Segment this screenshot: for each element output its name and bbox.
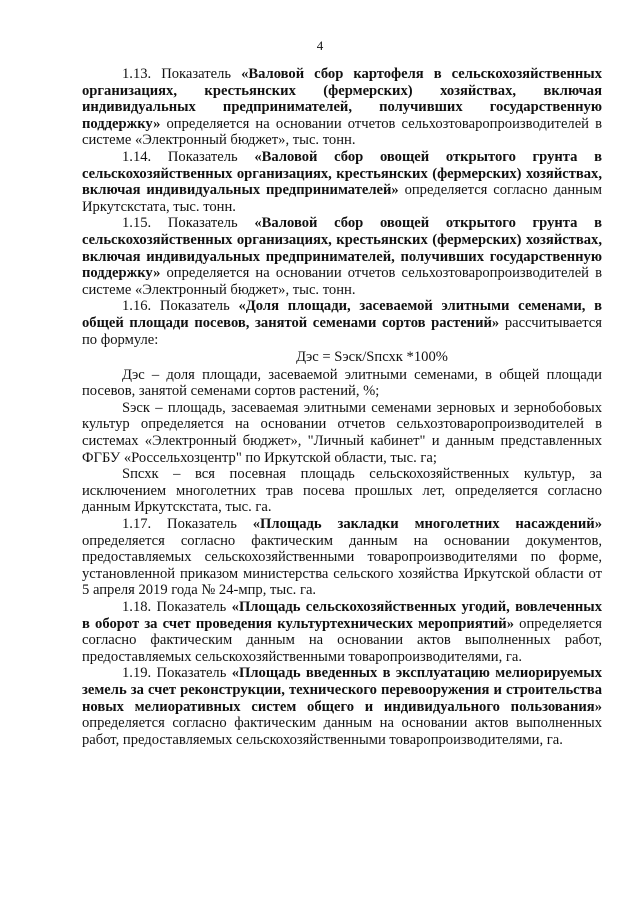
indicator-name: «Площадь сельскохозяйственных угодий, вовлеченных в оборот за счет проведения культуртехнических мероприятий»: [82, 599, 602, 632]
definition-sesk: Sэск – площадь, засеваемая элитными семенами зерновых и зернобобовых культур определяется на основании отчетов сельхозтоваропроизводителей в системах «Электронный бюджет», "Личный кабинет" и данным представленных ФГБУ «Россельхозцентр" по Иркутской области, тыс. га;: [82, 399, 602, 466]
paragraph-text: определяется на основании отчетов сельхозтоваропроизводителей в системе «Электронный бюджет», тыс. тонн.: [82, 115, 602, 149]
paragraph-lead: 1.15. Показатель: [122, 215, 255, 232]
paragraph-lead: 1.16. Показатель: [122, 298, 239, 315]
paragraph-lead: 1.18. Показатель: [122, 599, 232, 615]
paragraph-1-17: [82, 516, 602, 599]
definition-des: Дэс – доля площади, засеваемой элитными семенами, в общей площади посевов, занятой семенами сортов растений, %;: [82, 366, 602, 400]
paragraph-text: определяется согласно фактическим данным на основании актов выполненных работ, предоставляемых сельскохозяйственными товаропроизводителями, га.: [82, 715, 602, 748]
page-number: 4: [316, 38, 324, 53]
paragraph-lead: 1.17. Показатель: [122, 516, 253, 533]
paragraph-1-13: [82, 66, 602, 149]
indicator-name: «Доля площади, засеваемой элитными семенами, в общей площади посевов, занятой семенами сортов растений»: [82, 298, 603, 331]
paragraph-text: определяется согласно данным Иркутскстата, тыс. тонн.: [82, 182, 603, 215]
paragraph-text: определяется на основании отчетов сельхозтоваропроизводителей в системе «Электронный бюджет», тыс. тонн.: [82, 265, 602, 298]
formula: Дэс = Sэск/Sпсхк *100%: [296, 349, 448, 366]
paragraph-text: рассчитывается по формуле:: [82, 314, 602, 348]
paragraph-text: определяется согласно фактическим данным на основании актов выполненных работ, предоставляемых сельскохозяйственными товаропроизводителями, га.: [82, 615, 602, 665]
paragraph-lead: 1.19. Показатель: [122, 665, 232, 682]
paragraph-1-14: [82, 149, 602, 215]
indicator-name: «Валовой сбор овощей открытого грунта в сельскохозяйственных организациях, крестьянских (фермерских) хозяйствах, включая индивидуальных предпринимателей, получивших государственную поддержку»: [82, 215, 602, 282]
indicator-name: «Площадь введенных в эксплуатацию мелиорируемых земель за счет реконструкции, технического перевооружения и строительства новых мелиоративных систем общего и индивидуального пользования»: [82, 665, 602, 715]
paragraph-1-15: [82, 215, 602, 298]
paragraph-1-16: [82, 298, 602, 348]
paragraph-1-18: [82, 599, 602, 665]
indicator-name: «Валовой сбор овощей открытого грунта в сельскохозяйственных организациях, крестьянских (фермерских) хозяйствах, включая индивидуальных предпринимателей»: [82, 148, 602, 199]
paragraph-lead: 1.14. Показатель: [122, 148, 255, 165]
paragraph-lead: 1.13. Показатель: [122, 66, 242, 82]
indicator-name: «Площадь закладки многолетних насаждений»: [252, 516, 603, 533]
definition-spshk: Sпсхк – вся посевная площадь сельскохозяйственных культур, за исключением многолетних трав посева прошлых лет, определяется согласно данным Иркутскстата, тыс. га.: [82, 466, 602, 516]
paragraph-1-19: [82, 665, 602, 748]
paragraph-text: определяется согласно фактическим данным на основании документов, предоставляемых сельскохозяйственными товаропроизводителями по форме, установленной приказом министерства сельского хозяйства Иркутской области от 5 апреля 2019 года № 24-мпр, тыс. га.: [82, 532, 602, 599]
indicator-name: «Валовой сбор картофеля в сельскохозяйственных организациях, крестьянских (фермерских) хозяйствах, включая индивидуальных предпринимателей, получивших государственную поддержку»: [82, 66, 603, 132]
document-body: [82, 66, 602, 748]
